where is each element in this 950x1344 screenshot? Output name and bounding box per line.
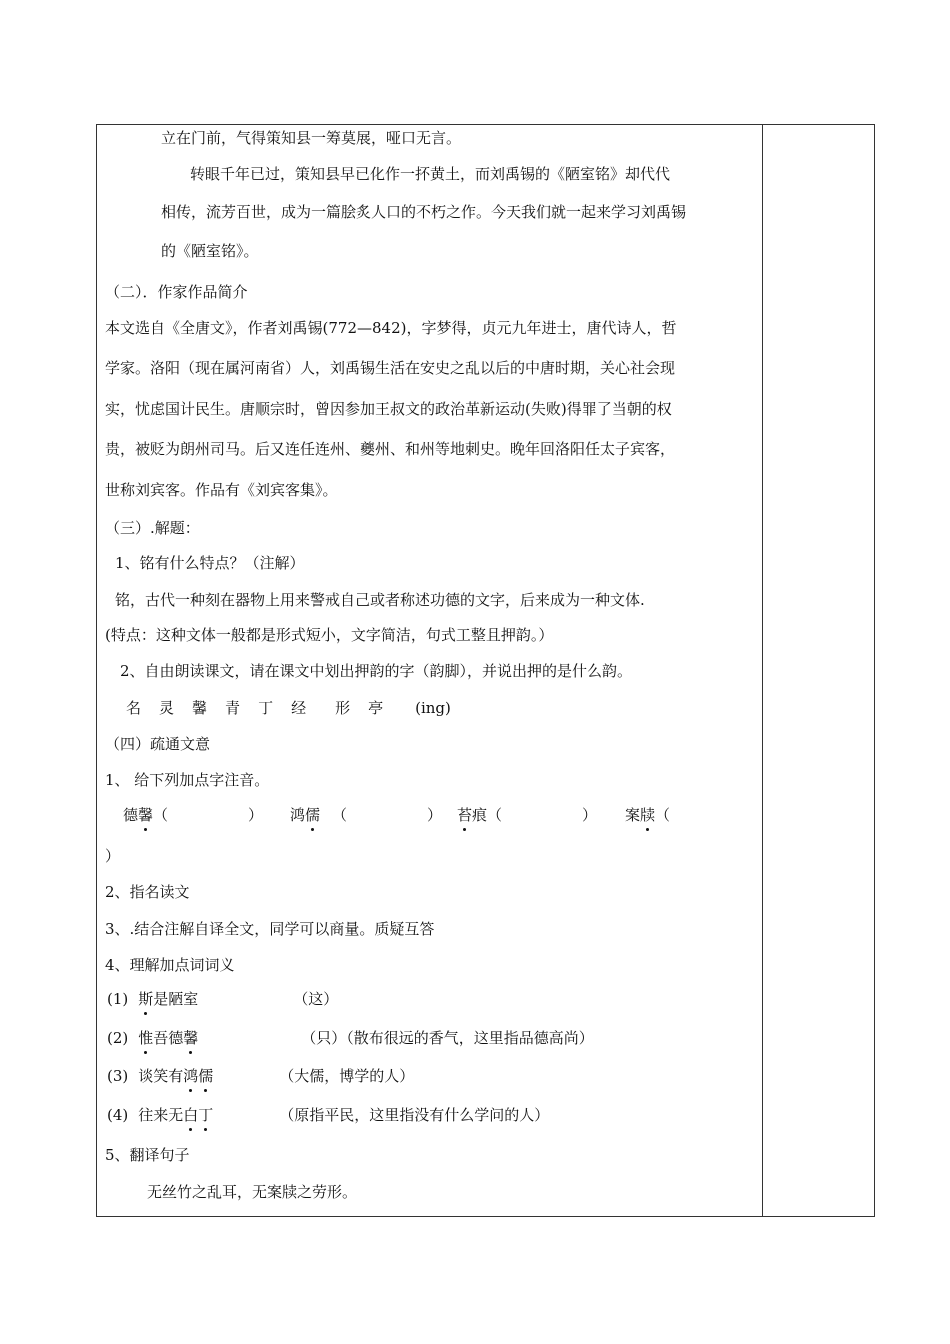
pinyin-item-3: 苔痕（ ） <box>457 806 598 824</box>
rhyme-char: 形 <box>335 699 351 717</box>
rhyme-char: 灵 <box>159 699 175 717</box>
dotted-char: 丁 <box>198 1106 214 1124</box>
rhyme-char: 丁 <box>258 699 274 717</box>
dotted-char: 鸿 <box>183 1067 199 1085</box>
question-1-answer: 铭，古代一种刻在器物上用来警戒自己或者称述功德的文字，后来成为一种文体. <box>115 591 645 609</box>
vocab-item-4: (4) 往来无白丁 （原指平民，这里指没有什么学问的人） <box>107 1106 550 1124</box>
title-heading: （三）.解题： <box>105 519 200 537</box>
intro-line-3: 相传，流芳百世，成为一篇脍炙人口的不朽之作。今天我们就一起来学习刘禹锡 <box>161 203 687 221</box>
vocab-item-3: (3) 谈笑有鸿儒 （大儒，博学的人） <box>107 1067 415 1085</box>
question-1: 1、铭有什么特点？（注解） <box>115 554 305 572</box>
dotted-char: 馨 <box>138 806 154 824</box>
author-line-2: 学家。洛阳（现在属河南省）人，刘禹锡生活在安史之乱以后的中唐时期，关心社会现 <box>105 359 676 377</box>
rhyme-char: 经 <box>291 699 307 717</box>
dotted-char: 馨 <box>183 1029 199 1047</box>
pinyin-item-2: 鸿儒 （ ） <box>290 806 443 824</box>
dotted-char: 白 <box>183 1106 199 1124</box>
dotted-char: 惟 <box>138 1029 154 1047</box>
author-line-5: 世称刘宾客。作品有《刘宾客集》。 <box>105 481 338 499</box>
author-line-3: 实，忧虑国计民生。唐顺宗时，曾因参加王叔文的政治革新运动(失败)得罪了当朝的权 <box>105 400 672 418</box>
pinyin-item-1: 德馨（ ） <box>123 806 264 824</box>
vocab-item-1: (1) 斯是陋室 （这） <box>107 990 339 1008</box>
pinyin-item-4: 案牍（ <box>625 806 671 824</box>
rhyme-char: 名 <box>126 699 142 717</box>
task-3: 3、.结合注解自译全文，同学可以商量。质疑互答 <box>105 920 435 938</box>
meaning-heading: （四）疏通文意 <box>105 735 211 753</box>
rhyme-char: 馨 <box>192 699 208 717</box>
rhyme-char: 亭 <box>368 699 384 717</box>
column-divider <box>762 125 763 1216</box>
intro-line-4: 的《陋室铭》。 <box>161 242 259 260</box>
task-5: 5、翻译句子 <box>105 1146 190 1164</box>
dotted-char: 苔 <box>457 806 473 824</box>
author-line-4: 贵，被贬为朗州司马。后又连任连州、夔州、和州等地刺史。晚年回洛阳任太子宾客， <box>105 440 676 458</box>
lesson-table <box>96 124 875 1217</box>
dotted-char: 儒 <box>198 1067 214 1085</box>
rhyme-list <box>126 698 451 718</box>
vocab-item-2: (2) 惟吾德馨 （只）（散布很远的香气，这里指品德高尚） <box>107 1029 594 1047</box>
intro-line-1: 立在门前，气得策知县一筹莫展，哑口无言。 <box>161 129 462 147</box>
pinyin-item-4-close: ） <box>105 847 121 865</box>
task-2: 2、指名读文 <box>105 883 190 901</box>
dotted-char: 斯 <box>138 990 154 1008</box>
dotted-char: 牍 <box>640 806 656 824</box>
rhyme-char: 青 <box>225 699 241 717</box>
dotted-char: 儒 <box>305 806 321 824</box>
task-4: 4、理解加点词词义 <box>105 956 235 974</box>
author-line-1: 本文选自《全唐文》，作者刘禹锡(772—842)，字梦得，贞元九年进士，唐代诗人，哲 <box>105 319 677 337</box>
question-1-note: (特点：这种文体一般都是形式短小，文字简洁，句式工整且押韵。） <box>105 626 554 644</box>
task-1: 1、 给下列加点字注音。 <box>105 771 270 789</box>
rhyme-label: (ing) <box>415 699 451 717</box>
question-2: 2、自由朗读课文，请在课文中划出押韵的字（韵脚），并说出押的是什么韵。 <box>120 662 633 680</box>
intro-line-2: 转眼千年已过，策知县早已化作一抔黄土，而刘禹锡的《陋室铭》却代代 <box>190 165 671 183</box>
translation-sentence: 无丝竹之乱耳，无案牍之劳形。 <box>147 1183 358 1201</box>
author-heading: （二）．作家作品简介 <box>105 283 248 301</box>
